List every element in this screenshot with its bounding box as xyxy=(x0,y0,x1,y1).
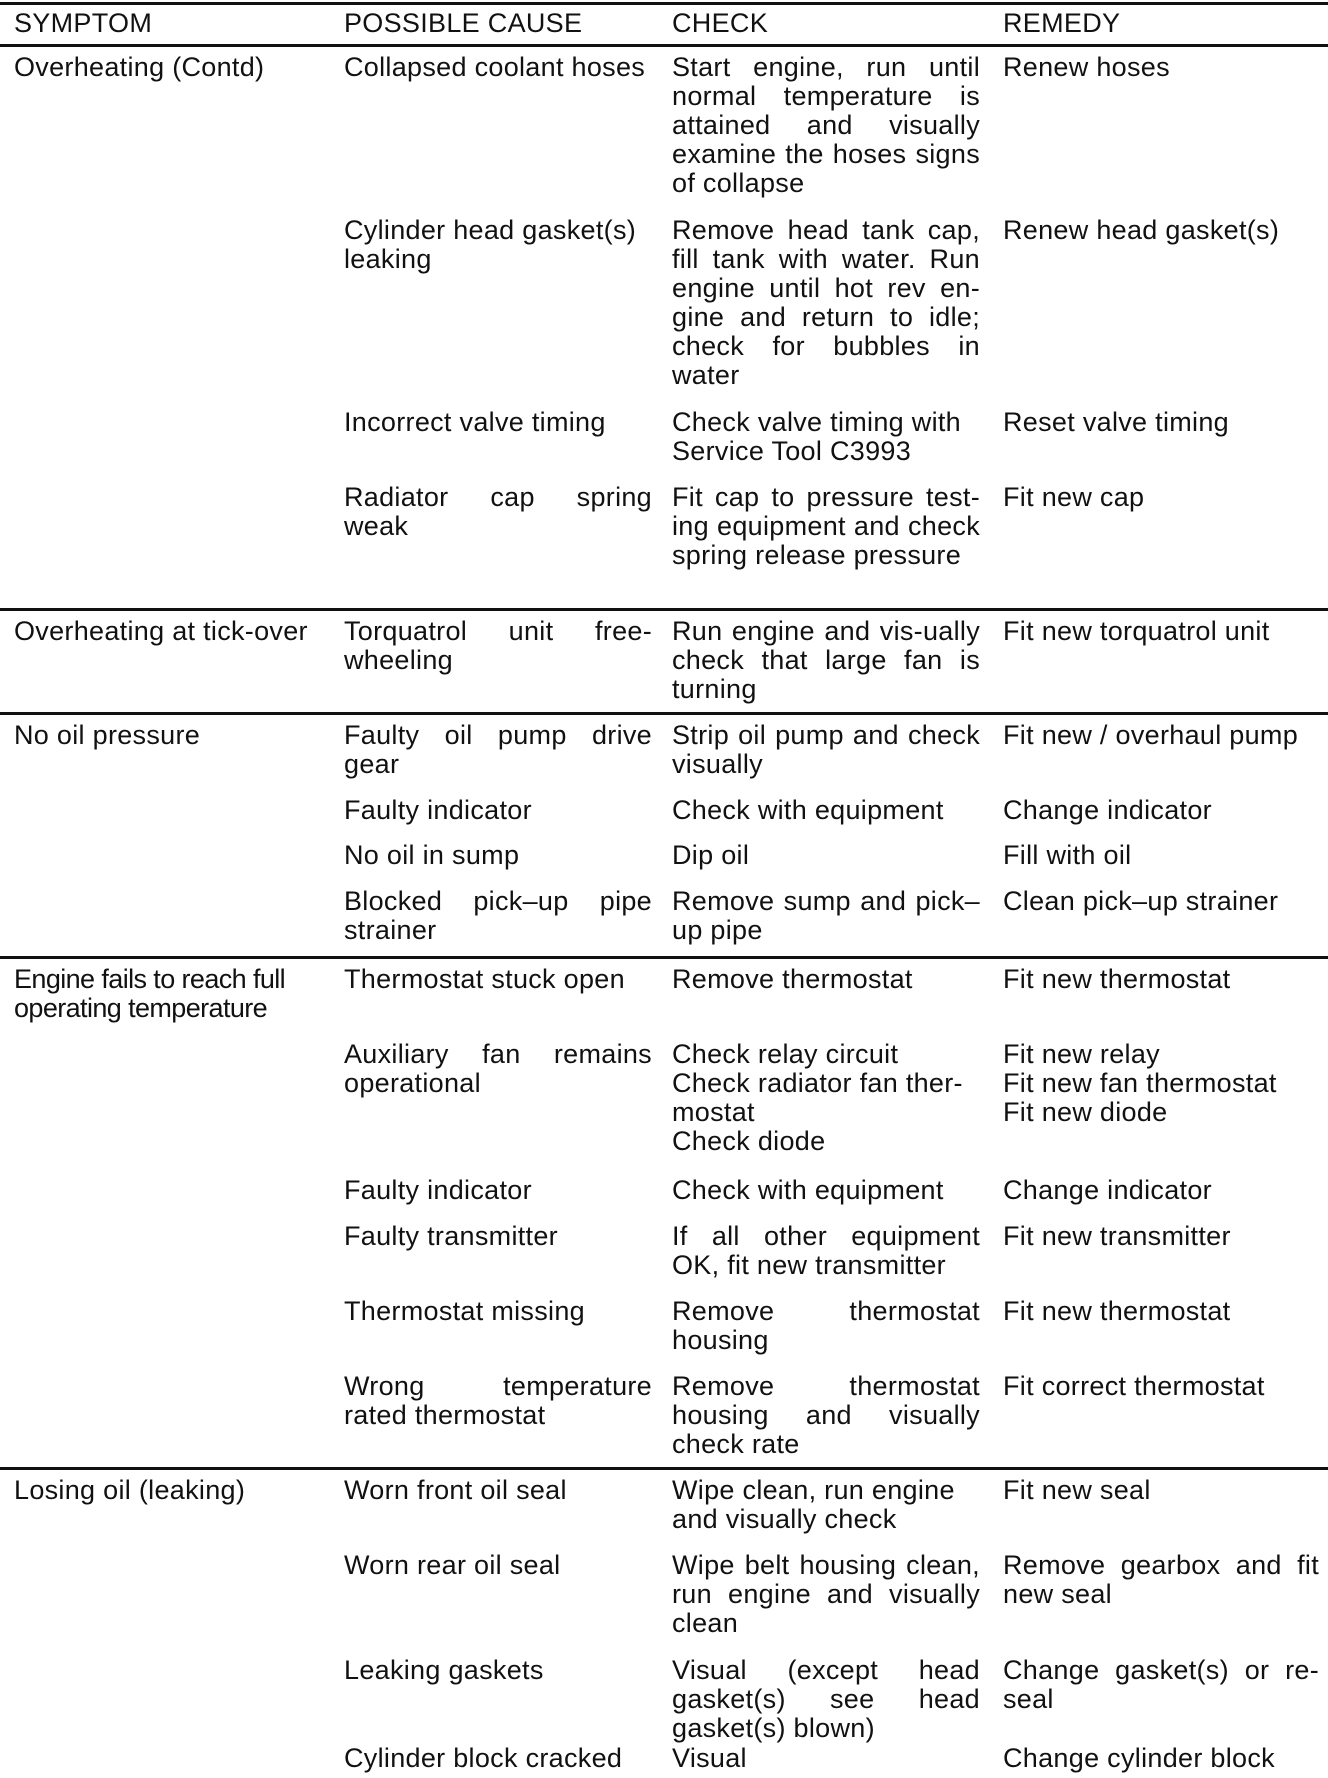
symptom-label: Overheating at tick-over xyxy=(14,616,308,646)
cause-cell: Worn rear oil seal xyxy=(344,1550,561,1580)
check-cell: Run engine and vis-ually check that large fan is turning xyxy=(672,616,980,704)
check-cell: Check with equipment xyxy=(672,1175,944,1205)
cause-cell: Auxiliary fan remains operational xyxy=(344,1039,652,1098)
cause-cell: Blocked pick–up pipe strainer xyxy=(344,886,652,945)
remedy-cell: Fit new thermostat xyxy=(1003,1296,1231,1326)
remedy-cell: Fit new thermostat xyxy=(1003,964,1231,994)
header-possible-cause: POSSIBLE CAUSE xyxy=(344,8,583,38)
header-remedy: REMEDY xyxy=(1003,8,1121,38)
section-rule xyxy=(0,712,1328,715)
check-cell: Remove thermostat xyxy=(672,964,913,994)
check-cell: Wipe clean, run engine and visually check xyxy=(672,1475,955,1534)
check-cell: Visual (except head gasket(s) see head gasket(s) blown) xyxy=(672,1655,980,1743)
remedy-cell: Change gasket(s) or re-seal xyxy=(1003,1655,1319,1714)
symptom-label: Losing oil (leaking) xyxy=(14,1475,246,1505)
remedy-cell: Change cylinder block xyxy=(1003,1743,1275,1773)
remedy-cell: Fit new relay Fit new fan thermostat Fit new diode xyxy=(1003,1039,1277,1127)
header-symptom: SYMPTOM xyxy=(14,8,153,38)
remedy-cell: Fit new / overhaul pump xyxy=(1003,720,1299,750)
remedy-cell: Fill with oil xyxy=(1003,840,1132,870)
remedy-cell: Fit new cap xyxy=(1003,482,1145,512)
symptom-label: No oil pressure xyxy=(14,720,201,750)
cause-cell: Cylinder head gasket(s) leaking xyxy=(344,215,637,274)
cause-cell: No oil in sump xyxy=(344,840,520,870)
cause-cell: Faulty oil pump drive gear xyxy=(344,720,652,779)
cause-cell: Worn front oil seal xyxy=(344,1475,567,1505)
check-cell: Remove sump and pick–up pipe xyxy=(672,886,980,945)
check-cell: Visual xyxy=(672,1743,747,1773)
remedy-cell: Renew hoses xyxy=(1003,52,1170,82)
check-cell: Dip oil xyxy=(672,840,750,870)
remedy-cell: Renew head gasket(s) xyxy=(1003,215,1280,245)
check-cell: Start engine, run until normal temperature is attained and visually examine the hoses signs of collapse xyxy=(672,52,980,198)
section-rule xyxy=(0,1467,1328,1470)
check-cell: Check relay circuit Check radiator fan ther-mostat Check diode xyxy=(672,1039,963,1156)
check-cell: Remove thermostat housing xyxy=(672,1296,980,1355)
header-check: CHECK xyxy=(672,8,769,38)
check-cell: Fit cap to pressure test-ing equipment and check spring release pressure xyxy=(672,482,980,570)
section-rule xyxy=(0,608,1328,611)
check-cell: Remove head tank cap, fill tank with water. Run engine until hot rev en-gine and return to idle; check for bubbles in water xyxy=(672,215,980,390)
check-cell: If all other equipment OK, fit new transmitter xyxy=(672,1221,980,1280)
symptom-label: Engine fails to reach full operating temperature xyxy=(14,964,286,1023)
remedy-cell: Change indicator xyxy=(1003,795,1212,825)
remedy-cell: Fit new torquatrol unit xyxy=(1003,616,1270,646)
cause-cell: Faulty indicator xyxy=(344,1175,532,1205)
cause-cell: Incorrect valve timing xyxy=(344,407,606,437)
check-cell: Wipe belt housing clean, run engine and visually clean xyxy=(672,1550,980,1638)
cause-cell: Thermostat missing xyxy=(344,1296,585,1326)
check-cell: Strip oil pump and check visually xyxy=(672,720,980,779)
section-rule xyxy=(0,956,1328,959)
section-rule xyxy=(0,44,1328,47)
cause-cell: Wrong temperature rated thermostat xyxy=(344,1371,652,1430)
cause-cell: Collapsed coolant hoses xyxy=(344,52,646,82)
remedy-cell: Fit new seal xyxy=(1003,1475,1151,1505)
remedy-cell: Clean pick–up strainer xyxy=(1003,886,1279,916)
cause-cell: Cylinder block cracked xyxy=(344,1743,623,1773)
check-cell: Check valve timing with Service Tool C3993 xyxy=(672,407,962,466)
check-cell: Check with equipment xyxy=(672,795,944,825)
header-top-rule xyxy=(0,2,1328,5)
cause-cell: Torquatrol unit free-wheeling xyxy=(344,616,652,675)
cause-cell: Faulty indicator xyxy=(344,795,532,825)
cause-cell: Radiator cap spring weak xyxy=(344,482,652,541)
remedy-cell: Reset valve timing xyxy=(1003,407,1229,437)
cause-cell: Faulty transmitter xyxy=(344,1221,558,1251)
cause-cell: Thermostat stuck open xyxy=(344,964,625,994)
cause-cell: Leaking gaskets xyxy=(344,1655,544,1685)
symptom-label: Overheating (Contd) xyxy=(14,52,265,82)
remedy-cell: Fit new transmitter xyxy=(1003,1221,1231,1251)
remedy-cell: Change indicator xyxy=(1003,1175,1212,1205)
remedy-cell: Remove gearbox and fit new seal xyxy=(1003,1550,1319,1609)
remedy-cell: Fit correct thermostat xyxy=(1003,1371,1265,1401)
check-cell: Remove thermostat housing and visually check rate xyxy=(672,1371,980,1459)
